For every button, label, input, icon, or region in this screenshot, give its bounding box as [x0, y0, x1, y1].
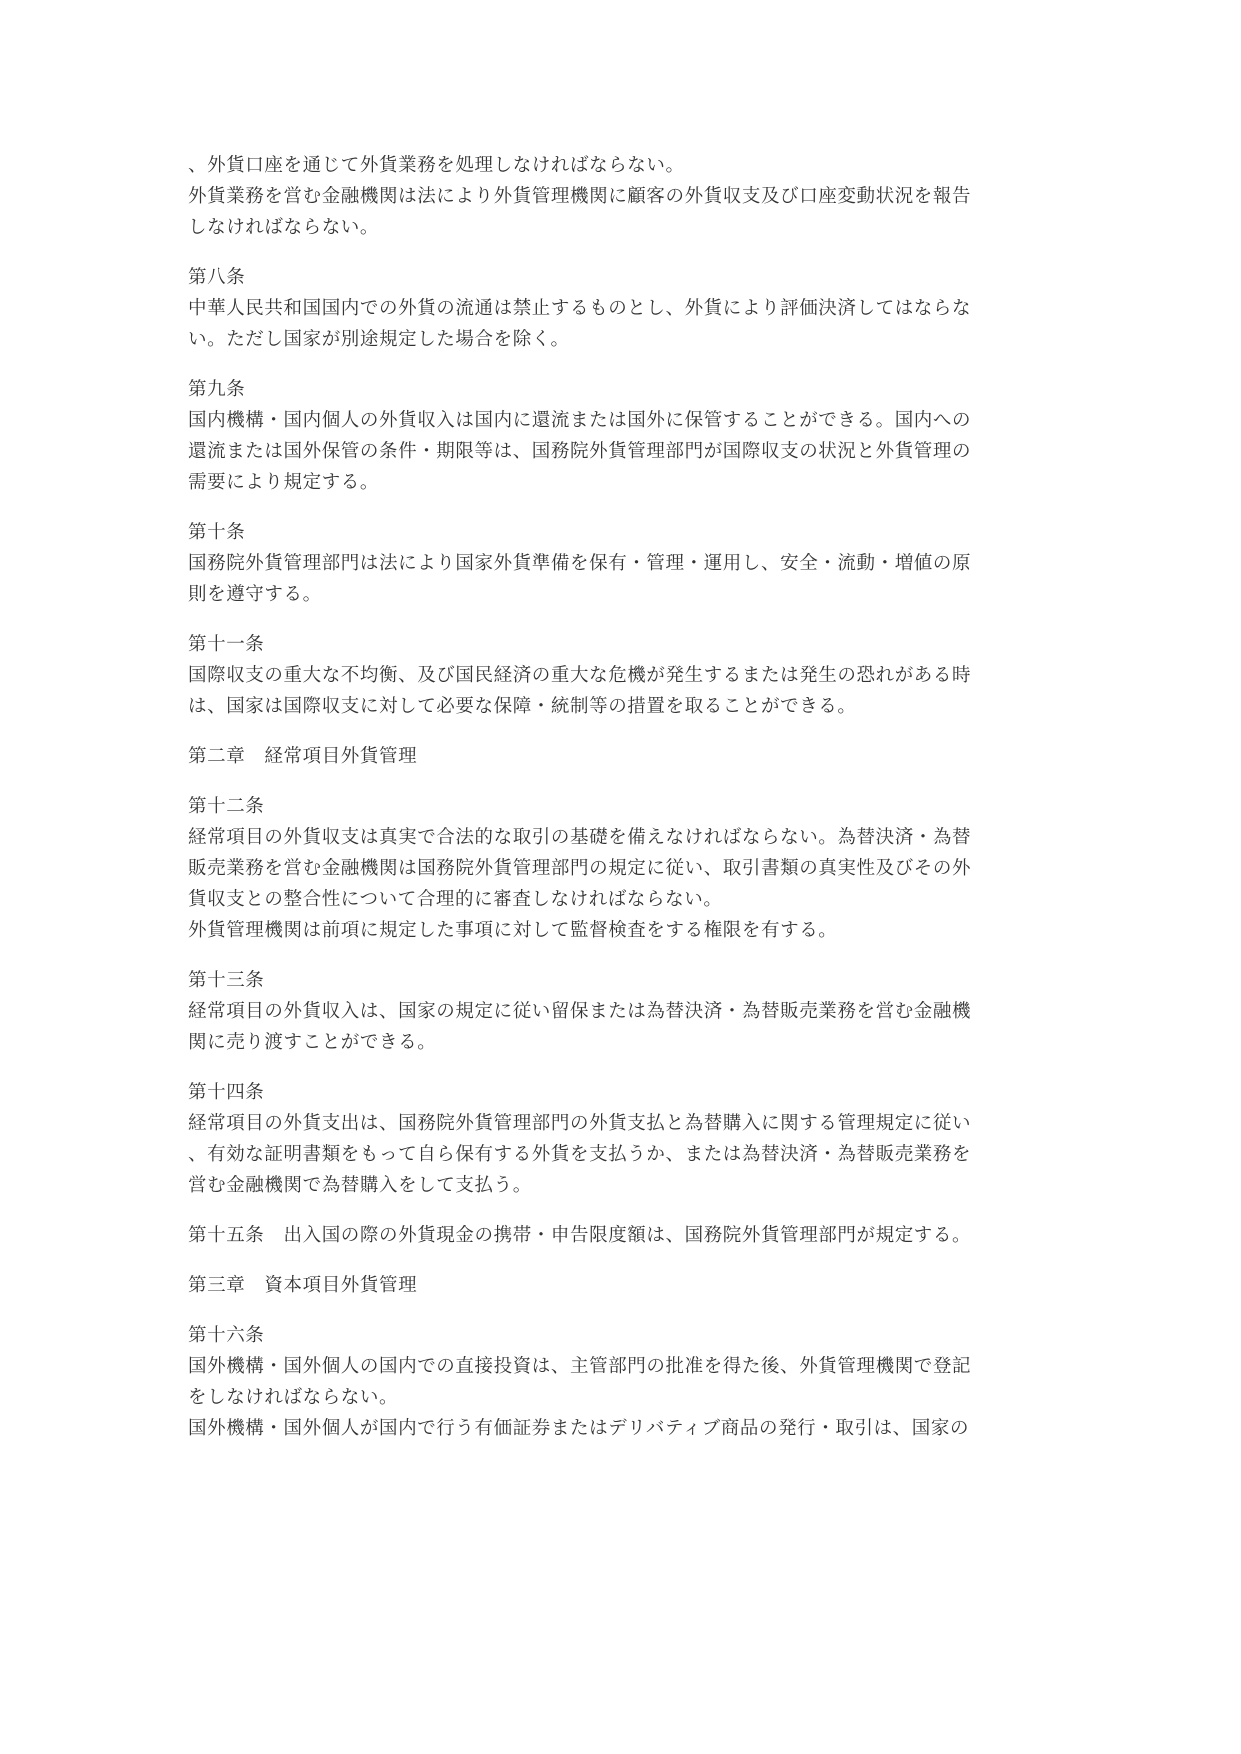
article-heading: 第十三条: [188, 970, 265, 991]
chapter-heading: 第二章 経常項目外貨管理: [188, 746, 418, 767]
article-10: [188, 517, 1058, 610]
article-8: [188, 262, 1058, 355]
article-9: [188, 374, 1058, 498]
article-12: [188, 791, 1058, 946]
text-line: 販売業務を営む金融機関は国務院外貨管理部門の規定に従い、取引書類の真実性及びその外: [188, 858, 972, 879]
text-line: 経常項目の外貨収入は、国家の規定に従い留保または為替決済・為替販売業務を営む金融機: [188, 1001, 972, 1022]
article-15: [188, 1220, 1058, 1251]
article-heading: 第十四条: [188, 1082, 265, 1103]
article-heading: 第八条: [188, 267, 246, 288]
text-line: しなければならない。: [188, 217, 380, 238]
text-line: 、外貨口座を通じて外貨業務を処理しなければならない。: [188, 155, 685, 176]
text-line: 営む金融機関で為替購入をして支払う。: [188, 1175, 532, 1196]
article-heading: 第十一条: [188, 634, 265, 655]
chapter-2-heading: [188, 741, 1058, 772]
text-line: 外貨業務を営む金融機関は法により外貨管理機関に顧客の外貨収支及び口座変動状況を報告: [188, 186, 972, 207]
article-heading: 第九条: [188, 379, 246, 400]
text-line: 貨収支との整合性について合理的に審査しなければならない。: [188, 889, 723, 910]
text-line: 国外機構・国外個人の国内での直接投資は、主管部門の批准を得た後、外貨管理機関で登記: [188, 1356, 972, 1377]
article-heading: 第十条: [188, 522, 246, 543]
text-line: 経常項目の外貨支出は、国務院外貨管理部門の外貨支払と為替購入に関する管理規定に従い: [188, 1113, 972, 1134]
article-11: [188, 629, 1058, 722]
text-line: 国務院外貨管理部門は法により国家外貨準備を保有・管理・運用し、安全・流動・増値の原: [188, 553, 972, 574]
text-line: 、有効な証明書類をもって自ら保有する外貨を支払うか、または為替決済・為替販売業務を: [188, 1144, 972, 1165]
text-line: 外貨管理機関は前項に規定した事項に対して監督検査をする権限を有する。: [188, 920, 838, 941]
article-14: [188, 1077, 1058, 1201]
text-line: 需要により規定する。: [188, 472, 380, 493]
paragraph-continuation: [188, 150, 1058, 243]
text-line: 国外機構・国外個人が国内で行う有価証券またはデリバティブ商品の発行・取引は、国家の: [188, 1418, 970, 1439]
text-line: 中華人民共和国国内での外貨の流通は禁止するものとし、外貨により評価決済してはならな: [188, 298, 972, 319]
text-line: 関に売り渡すことができる。: [188, 1032, 437, 1053]
document-body: [188, 150, 1058, 1463]
chapter-heading: 第三章 資本項目外貨管理: [188, 1275, 418, 1296]
article-heading: 第十五条 出入国の際の外貨現金の携帯・申告限度額は、国務院外貨管理部門が規定する。: [188, 1225, 972, 1246]
text-line: 経常項目の外貨収支は真実で合法的な取引の基礎を備えなければならない。為替決済・為替: [188, 827, 972, 848]
text-line: い。ただし国家が別途規定した場合を除く。: [188, 329, 570, 350]
article-heading: 第十二条: [188, 796, 265, 817]
article-13: [188, 965, 1058, 1058]
chapter-3-heading: [188, 1270, 1058, 1301]
text-line: 則を遵守する。: [188, 584, 322, 605]
text-line: 還流または国外保管の条件・期限等は、国務院外貨管理部門が国際収支の状況と外貨管理の: [188, 441, 972, 462]
text-line: をしなければならない。: [188, 1387, 399, 1408]
text-line: は、国家は国際収支に対して必要な保障・統制等の措置を取ることができる。: [188, 696, 857, 717]
text-line: 国内機構・国内個人の外貨収入は国内に還流または国外に保管することができる。国内への: [188, 410, 972, 431]
article-16: [188, 1320, 1058, 1444]
text-line: 国際収支の重大な不均衡、及び国民経済の重大な危機が発生するまたは発生の恐れがある時: [188, 665, 972, 686]
article-heading: 第十六条: [188, 1325, 265, 1346]
